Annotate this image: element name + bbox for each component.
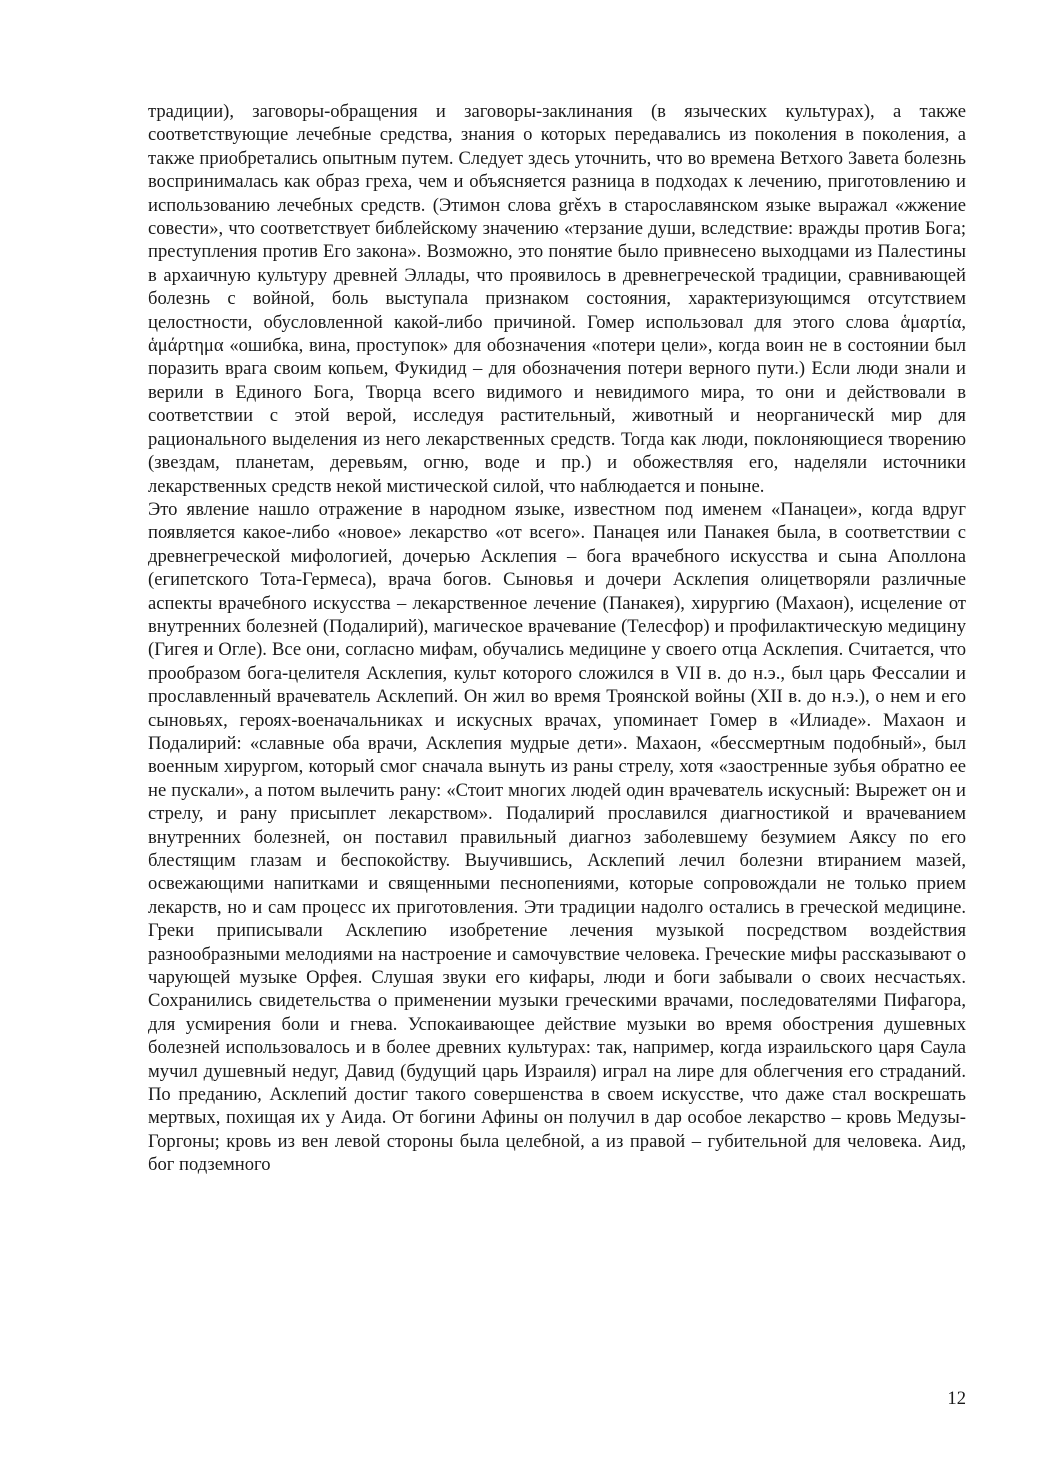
- page-number: 12: [947, 1388, 966, 1409]
- document-body: [148, 100, 966, 1177]
- paragraph-2: Это явление нашло отражение в народном языке, известном под именем «Панацеи», когда вдруг появляется какое-либо «новое» лекарство «от всего». Панацея или Панакея была, в соответствии с древнегреческой мифологией, дочерью Асклепия – бога врачебного искусства и сына Аполлона (египетского Тота-Гермеса), врача богов. Сыновья и дочери Асклепия олицетворяли различные аспекты врачебного искусства – лекарственное лечение (Панакея), хирургию (Махаон), исцеление от внутренних болезней (Подалирий), магическое врачевание (Телесфор) и профилактическую медицину (Гигея и Огле). Все они, согласно мифам, обучались медицине у своего отца Асклепия. Считается, что прообразом бога-целителя Асклепия, культ которого сложился в VII в. до н.э., был царь Фессалии и прославленный врачеватель Асклепий. Он жил во время Троянской войны (XII в. до н.э.), о нем и его сыновьях, героях-военачальниках и искусных врачах, упоминает Гомер в «Илиаде». Махаон и Подалирий: «славные оба врачи, Асклепия мудрые дети». Махаон, «бессмертным подобный», был военным хирургом, который смог сначала вынуть из раны стрелу, хотя «заостренные зубья обратно ее не пускали», а потом вылечить рану: «Стоит многих людей один врачеватель искусный: Вырежет он и стрелу, и рану присыплет лекарством». Подалирий прославился диагностикой и врачеванием внутренних болезней, он поставил правильный диагноз заболевшему безумием Аяксу по его блестящим глазам и беспокойству. Выучившись, Асклепий лечил болезни втиранием мазей, освежающими напитками и священными песнопениями, которые сопровождали не только прием лекарств, но и сам процесс их приготовления. Эти традиции надолго остались в греческой медицине. Греки приписывали Асклепию изобретение лечения музыкой посредством воздействия разнообразными мелодиями на настроение и самочувствие человека. Греческие мифы рассказывают о чарующей музыке Орфея. Слушая звуки его кифары, люди и боги забывали о своих несчастьях. Сохранились свидетельства о применении музыки греческими врачами, последователями Пифагора, для усмирения боли и гнева. Успокаивающее действие музыки во время обострения душевных болезней использовалось и в более древних культурах: так, например, когда израильского царя Саула мучил душевный недуг, Давид (будущий царь Израиля) играл на лире для облегчения его страданий. По преданию, Асклепий достиг такого совершенства в своем искусстве, что даже стал воскрешать мертвых, похищая их у Аида. От богини Афины он получил в дар особое лекарство – кровь Медузы-Горгоны; кровь из вен левой стороны была целебной, а из правой – губительной для человека. Аид, бог подземного: [148, 498, 966, 1176]
- paragraph-1: традиции), заговоры-обращения и заговоры-заклинания (в языческих культурах), а также соответствующие лечебные средства, знания о которых передавались из поколения в поколения, а также приобретались опытным путем. Следует здесь уточнить, что во времена Ветхого Завета болезнь воспринималась как образ греха, чем и объясняется разница в подходах к лечению, приготовлению и использованию лечебных средств. (Этимон слова grěxъ в старославянском языке выражал «жжение совести», что соответствует библейскому значению «терзание души, вследствие: вражды против Бога; преступления против Его закона». Возможно, это понятие было привнесено выходцами из Палестины в архаичную культуру древней Эллады, что проявилось в древнегреческой традиции, сравнивающей болезнь с войной, боль выступала признаком состояния, характеризующимся отсутствием целостности, обусловленной какой-либо причиной. Гомер использовал для этого слова ἁμαρτία, ἁμάρτημα «ошибка, вина, проступок» для обозначения «потери цели», когда воин не в состоянии был поразить врага своим копьем, Фукидид – для обозначения потери верного пути.) Если люди знали и верили в Единого Бога, Творца всего видимого и невидимого мира, то они и действовали в соответствии с этой верой, исследуя растительный, животный и неорганическй мир для рационального выделения из него лекарственных средств. Тогда как люди, поклоняющиеся творению (звездам, планетам, деревьям, огню, воде и пр.) и обожествляя его, наделяли источники лекарственных средств некой мистической силой, что наблюдается и поныне.: [148, 101, 966, 497]
